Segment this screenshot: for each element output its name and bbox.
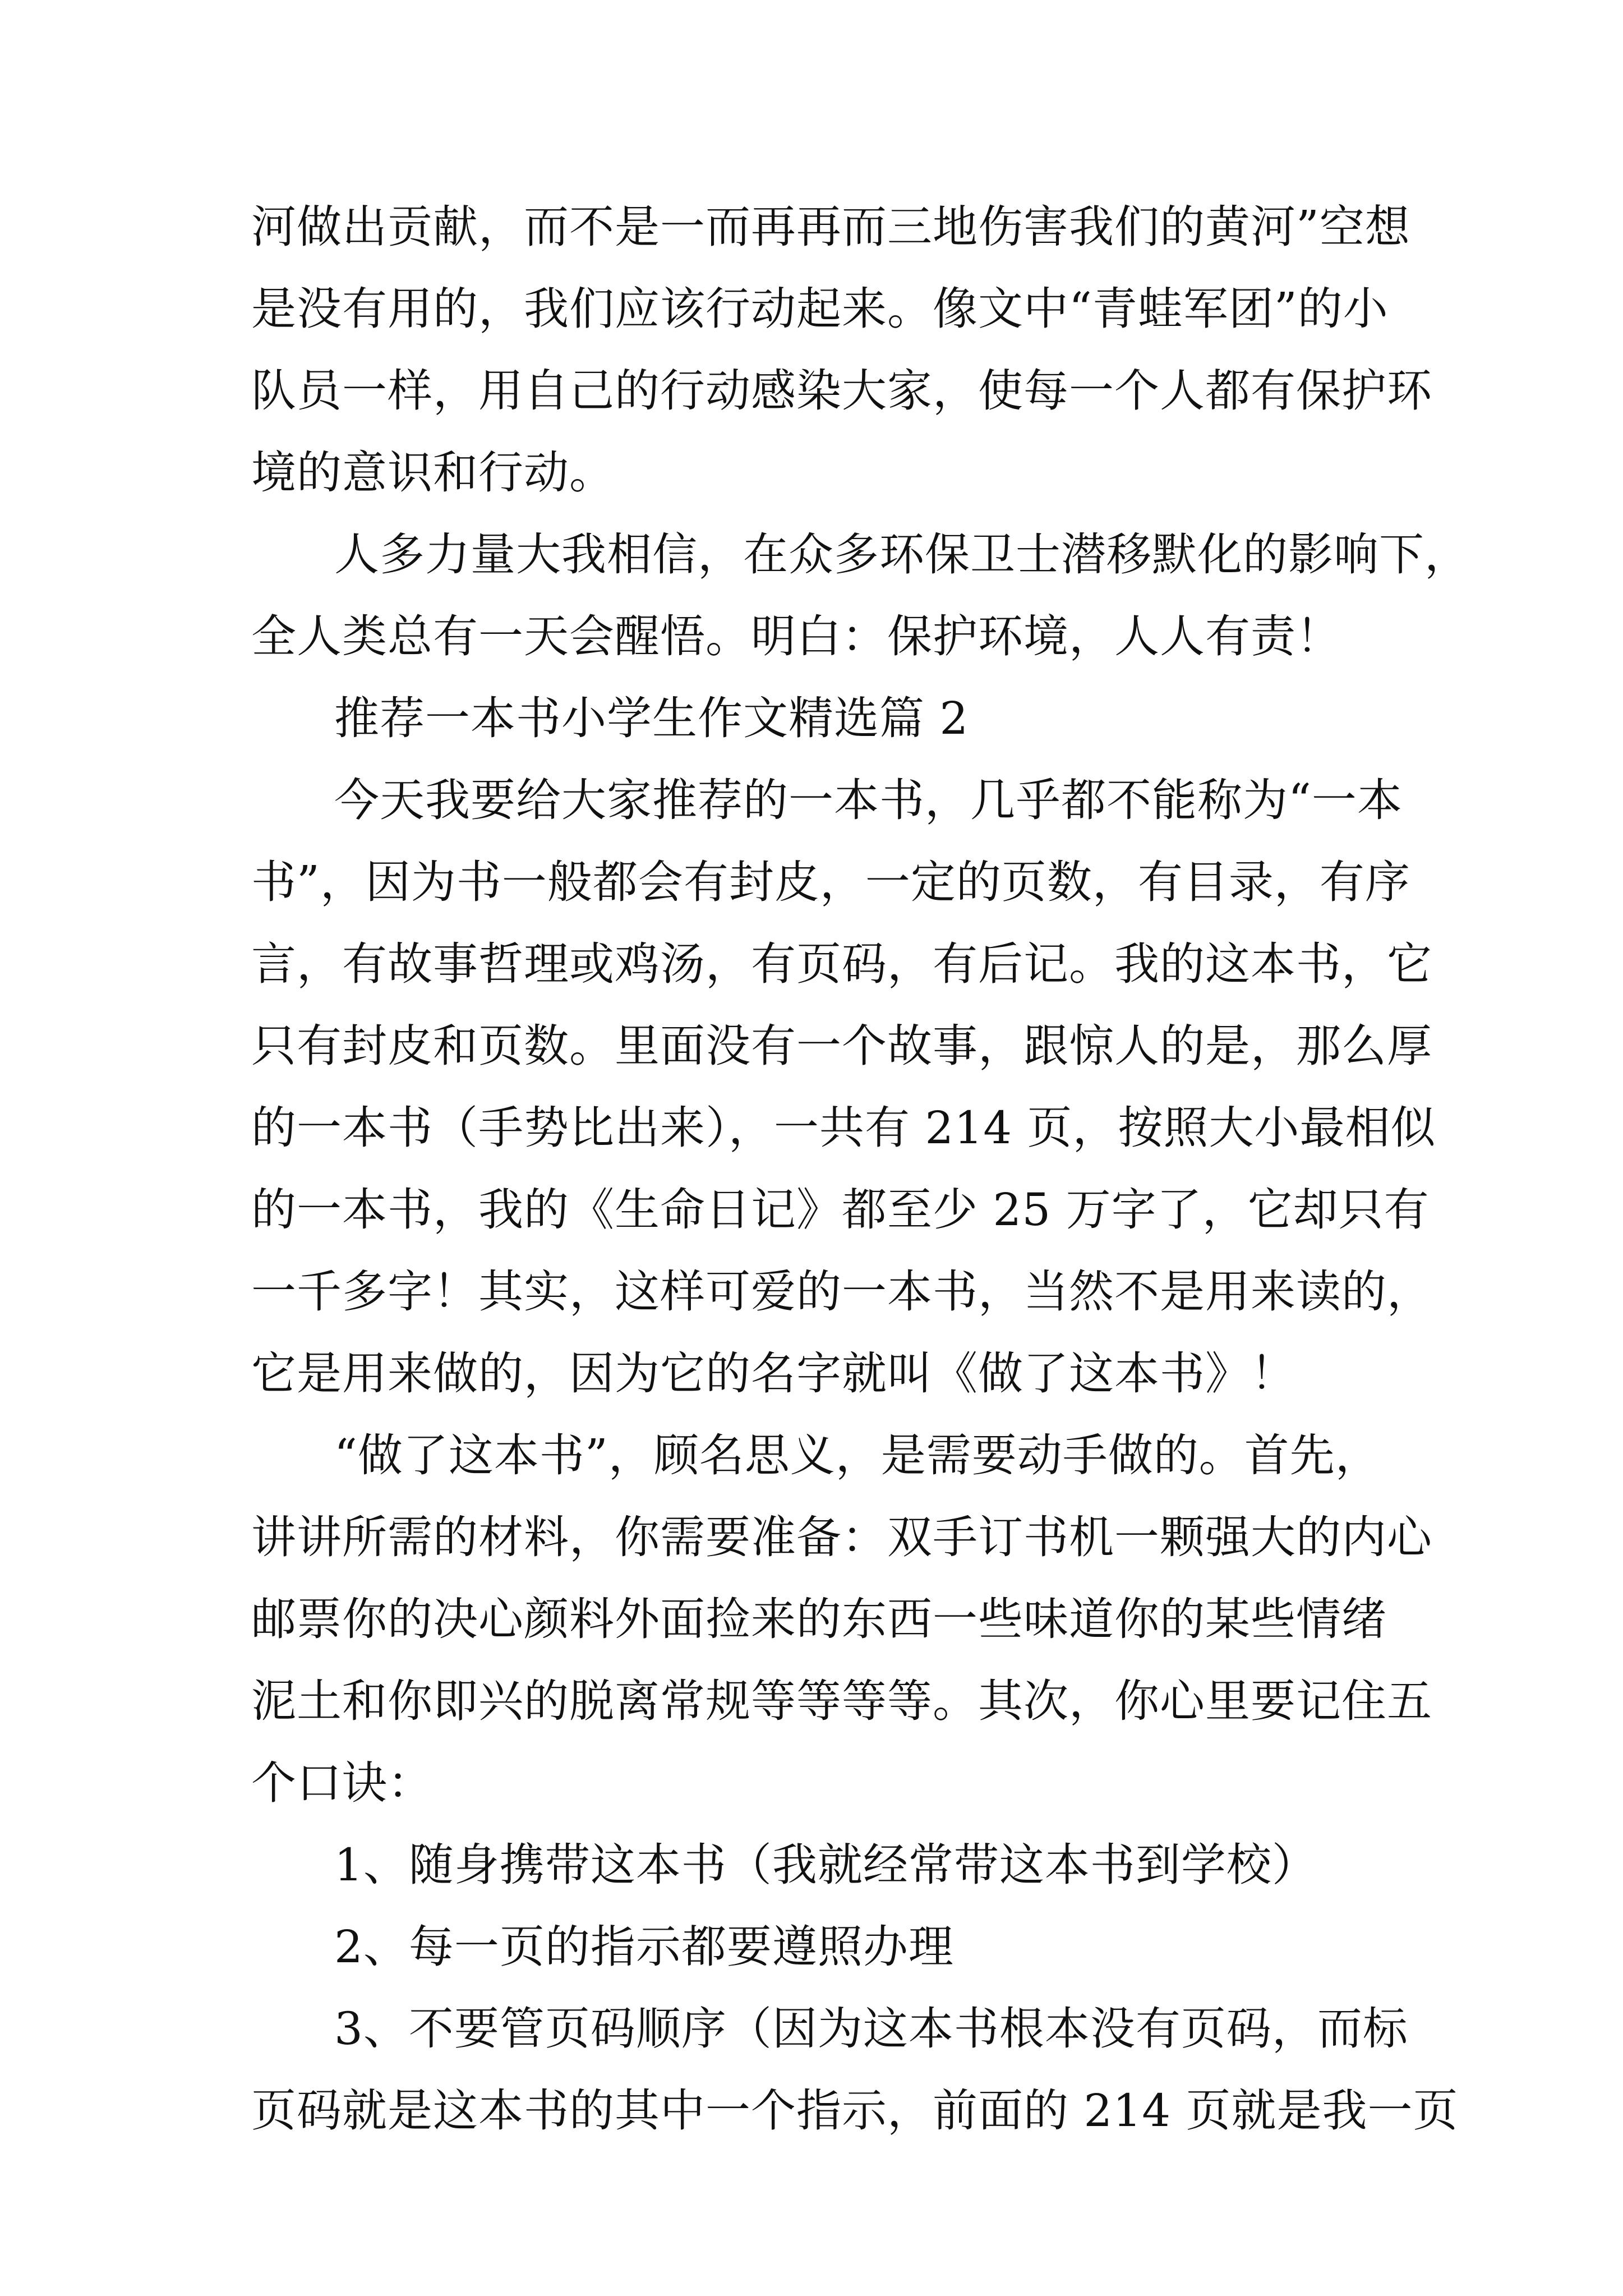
paragraph-start-line: “做了这本书”，顾名思义，是需要动手做的。首先， [334, 1429, 1381, 1481]
text-line: 邮票你的决心颜料外面捡来的东西一些味道你的某些情绪 [251, 1593, 1387, 1645]
text-line: 是没有用的，我们应该行动起来。像文中“青蛙军团”的小 [251, 283, 1389, 335]
text-line: 一千多字！其实，这样可爱的一本书，当然不是用来读的， [251, 1266, 1432, 1318]
text-line: 全人类总有一天会醒悟。明白：保护环境，人人有责！ [251, 610, 1341, 662]
text-line: 泥土和你即兴的脱离常规等等等等。其次，你心里要记住五 [251, 1675, 1432, 1727]
text-line: 河做出贡献，而不是一而再再而三地伤害我们的黄河”空想 [251, 201, 1410, 253]
text-line: 页码就是这本书的其中一个指示，前面的 214 页就是我一页 [251, 2085, 1459, 2137]
list-item: 3、不要管页码顺序（因为这本书根本没有页码，而标 [334, 2003, 1408, 2055]
text-line: 的一本书（手势比出来），一共有 214 页，按照大小最相似 [251, 1102, 1436, 1154]
section-heading: 推荐一本书小学生作文精选篇 2 [334, 692, 969, 744]
text-line: 只有封皮和页数。里面没有一个故事，跟惊人的是，那么厚 [251, 1020, 1432, 1072]
text-line: 书”，因为书一般都会有封皮，一定的页数，有目录，有序 [251, 856, 1410, 908]
text-line: 它是用来做的，因为它的名字就叫《做了这本书》！ [251, 1347, 1296, 1400]
text-line: 言，有故事哲理或鸡汤，有页码，有后记。我的这本书，它 [251, 938, 1432, 990]
text-line: 境的意识和行动。 [251, 447, 615, 499]
paragraph-start-line: 人多力量大我相信，在众多环保卫士潜移默化的影响下， [334, 528, 1470, 581]
text-line: 队员一样，用自己的行动感染大家，使每一个人都有保护环 [251, 365, 1432, 417]
text-line: 的一本书，我的《生命日记》都至少 25 万字了，它却只有 [251, 1184, 1430, 1236]
text-line: 讲讲所需的材料，你需要准备：双手订书机一颗强大的内心 [251, 1511, 1432, 1563]
list-item: 2、每一页的指示都要遵照办理 [334, 1921, 954, 1973]
paragraph-start-line: 今天我要给大家推荐的一本书，几乎都不能称为“一本 [334, 774, 1403, 826]
text-line: 个口诀： [251, 1757, 433, 1809]
list-item: 1、随身携带这本书（我就经常带这本书到学校） [334, 1839, 1317, 1891]
